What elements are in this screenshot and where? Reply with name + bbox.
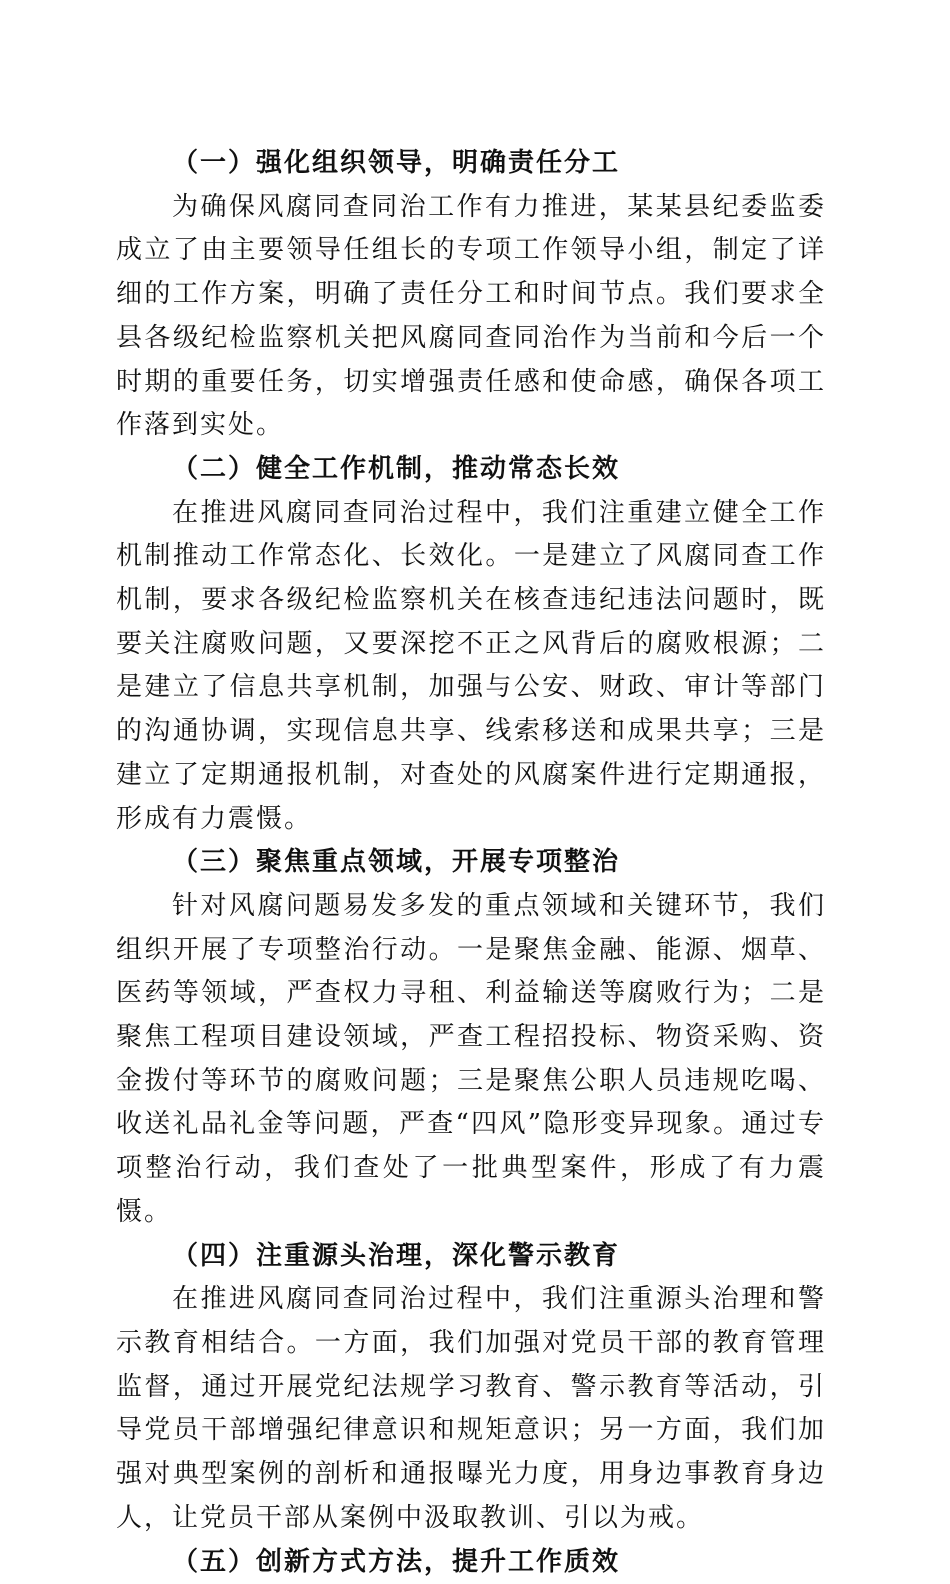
section-heading-3: （三）聚焦重点领域，开展专项整治 (116, 841, 826, 885)
document-body (116, 142, 826, 1584)
section-heading-1: （一）强化组织领导，明确责任分工 (116, 142, 826, 186)
section-heading-4: （四）注重源头治理，深化警示教育 (116, 1235, 826, 1279)
section-paragraph-3: 针对风腐问题易发多发的重点领域和关键环节，我们组织开展了专项整治行动。一是聚焦金融、能源、烟草、医药等领域，严查权力寻租、利益输送等腐败行为；二是聚焦工程项目建设领域，严查工程招投标、物资采购、资金拨付等环节的腐败问题；三是聚焦公职人员违规吃喝、收送礼品礼金等问题，严查“四风”隐形变异现象。通过专项整治行动，我们查处了一批典型案件，形成了有力震慑。 (116, 885, 826, 1235)
section-heading-2: （二）健全工作机制，推动常态长效 (116, 448, 826, 492)
section-paragraph-4: 在推进风腐同查同治过程中，我们注重源头治理和警示教育相结合。一方面，我们加强对党员干部的教育管理监督，通过开展党纪法规学习教育、警示教育等活动，引导党员干部增强纪律意识和规矩意识；另一方面，我们加强对典型案例的剖析和通报曝光力度，用身边事教育身边人，让党员干部从案例中汲取教训、引以为戒。 (116, 1278, 826, 1540)
section-heading-5: （五）创新方式方法，提升工作质效 (116, 1541, 826, 1584)
section-paragraph-1: 为确保风腐同查同治工作有力推进，某某县纪委监委成立了由主要领导任组长的专项工作领导小组，制定了详细的工作方案，明确了责任分工和时间节点。我们要求全县各级纪检监察机关把风腐同查同治作为当前和今后一个时期的重要任务，切实增强责任感和使命感，确保各项工作落到实处。 (116, 186, 826, 448)
section-paragraph-2: 在推进风腐同查同治过程中，我们注重建立健全工作机制推动工作常态化、长效化。一是建立了风腐同查工作机制，要求各级纪检监察机关在核查违纪违法问题时，既要关注腐败问题，又要深挖不正之风背后的腐败根源；二是建立了信息共享机制，加强与公安、财政、审计等部门的沟通协调，实现信息共享、线索移送和成果共享；三是建立了定期通报机制，对查处的风腐案件进行定期通报，形成有力震慑。 (116, 492, 826, 842)
